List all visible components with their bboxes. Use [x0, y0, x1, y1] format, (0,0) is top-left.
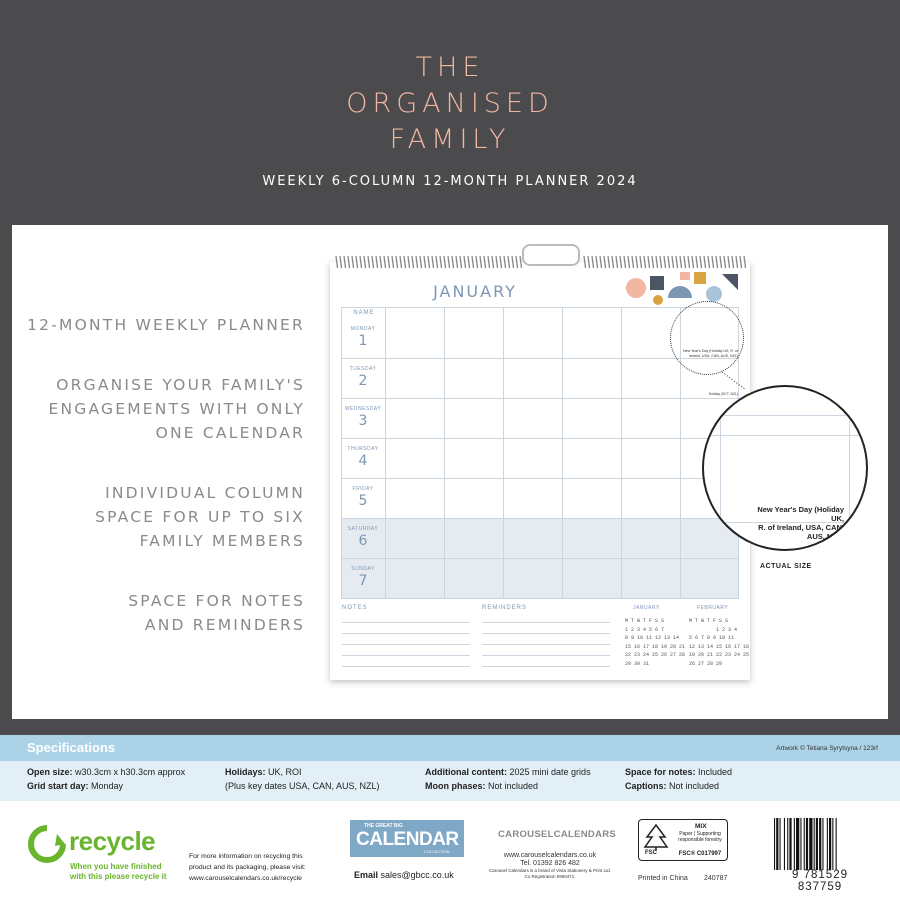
spiral-coil: [584, 256, 586, 268]
spiral-coil: [588, 256, 590, 268]
barcode-bar: [780, 818, 781, 870]
spiral-coil: [436, 256, 438, 268]
spiral-coil: [392, 256, 394, 268]
day-name: WEDNESDAY: [344, 406, 382, 412]
spiral-coil: [344, 256, 346, 268]
spec-title: Specifications: [27, 740, 116, 755]
spiral-coil: [352, 256, 354, 268]
spec-bar: [0, 735, 900, 761]
spiral-coil: [484, 256, 486, 268]
barcode-bar: [832, 818, 833, 870]
day-name: TUESDAY: [349, 366, 377, 372]
title-line-1: THE: [415, 52, 485, 83]
grid-column-line: [503, 307, 504, 599]
barcode-bar: [787, 818, 788, 870]
spiral-coil: [448, 256, 450, 268]
spiral-coil: [596, 256, 598, 268]
spiral-coil: [660, 256, 662, 268]
spiral-coil: [356, 256, 358, 268]
zoom-row-line: [704, 435, 868, 436]
spiral-coil: [708, 256, 710, 268]
day-name: SATURDAY: [347, 526, 379, 532]
spiral-coil: [468, 256, 470, 268]
geometric-artwork: [622, 268, 746, 308]
barcode-bar: [827, 818, 828, 870]
barcode-bar: [800, 818, 801, 870]
month-title: JANUARY: [433, 282, 517, 301]
spiral-coil: [496, 256, 498, 268]
day-number: 7: [358, 573, 368, 589]
zoom-source-circle: [670, 301, 744, 375]
spiral-coil: [416, 256, 418, 268]
spiral-coil: [652, 256, 654, 268]
frame-left: [0, 225, 12, 735]
grid-column-line: [444, 307, 445, 599]
spec-moon: Moon phases: Not included: [425, 781, 539, 791]
spiral-coil: [608, 256, 610, 268]
frame-bottom: [0, 719, 900, 735]
note-line: [482, 633, 610, 634]
barcode-bar: [804, 818, 805, 870]
spiral-coil: [728, 256, 730, 268]
spiral-coil: [716, 256, 718, 268]
header-band: [0, 0, 900, 225]
note-line: [482, 666, 610, 667]
spiral-coil: [516, 256, 518, 268]
spiral-coil: [656, 256, 658, 268]
day-number: 6: [358, 533, 368, 549]
spiral-coil: [340, 256, 342, 268]
spiral-coil: [688, 256, 690, 268]
spiral-coil: [640, 256, 642, 268]
gbcc-logo-collection: COLLECTION: [424, 849, 450, 854]
carousel-contact: www.carouselcalendars.co.uk Tel. 01392 826 482: [503, 852, 597, 867]
spiral-coil: [440, 256, 442, 268]
recycle-logo-text: recycle: [69, 826, 156, 856]
sales-email: Email sales@gbcc.co.uk: [354, 870, 454, 880]
day-name: THURSDAY: [347, 446, 379, 452]
spiral-coil: [740, 256, 742, 268]
spiral-coil: [636, 256, 638, 268]
note-line: [342, 633, 470, 634]
spiral-coil: [384, 256, 386, 268]
spiral-coil: [424, 256, 426, 268]
spec-holidays: Holidays: UK, ROI: [225, 767, 302, 777]
printed-in: Printed in China: [638, 875, 688, 882]
gbcc-logo-big: CALENDAR: [356, 829, 459, 850]
spiral-coil: [464, 256, 466, 268]
spiral-coil: [348, 256, 350, 268]
spec-holidays-extra: (Plus key dates USA, CAN, AUS, NZL): [225, 781, 380, 791]
reminders-label: REMINDERS: [482, 605, 528, 611]
spiral-coil: [712, 256, 714, 268]
spiral-coil: [372, 256, 374, 268]
spiral-coil: [720, 256, 722, 268]
spiral-coil: [696, 256, 698, 268]
spiral-coil: [480, 256, 482, 268]
notes-label: NOTES: [342, 605, 368, 611]
feature-weekly-planner: 12-MONTH WEEKLY PLANNER: [27, 316, 305, 334]
spiral-coil: [492, 256, 494, 268]
spiral-coil: [396, 256, 398, 268]
spiral-coil: [600, 256, 602, 268]
spiral-coil: [672, 256, 674, 268]
spiral-coil: [504, 256, 506, 268]
artwork-credit: Artwork © Tetiana Syrytsyna / 123rf: [776, 745, 878, 752]
barcode-bar: [819, 818, 821, 870]
fsc-logo-text: FSC: [645, 850, 657, 856]
mini-grid-jan: M T W T F S S 1 2 3 4 5 6 7 8 9 10 11 12 13 14 15 16 17 18 19 20 21 22 23 24 25 26 27 28 29 30 31: [625, 618, 686, 667]
grid-column-line: [341, 307, 342, 599]
barcode-bar: [784, 818, 785, 870]
grid-column-line: [562, 307, 563, 599]
spiral-coil: [432, 256, 434, 268]
spiral-coil: [420, 256, 422, 268]
spiral-coil: [664, 256, 666, 268]
spiral-coil: [368, 256, 370, 268]
spiral-coil: [632, 256, 634, 268]
mini-grid-feb: M T W T F S S 1 2 3 4 5 6 7 8 9 10 11 12 13 14 15 16 17 18 19 20 21 22 23 24 25 26 27 28 29: [689, 618, 750, 667]
spiral-coil: [452, 256, 454, 268]
spiral-coil: [508, 256, 510, 268]
spiral-coil: [704, 256, 706, 268]
name-header: NAME: [353, 310, 375, 316]
recycle-icon: [27, 824, 67, 864]
day-name: MONDAY: [350, 326, 376, 332]
spec-captions: Captions: Not included: [625, 781, 720, 791]
spiral-coil: [408, 256, 410, 268]
barcode-bar: [794, 818, 795, 870]
isbn-number: 9 781529 837759: [792, 869, 848, 893]
feature-organise: ORGANISE YOUR FAMILY'S ENGAGEMENTS WITH ONLY ONE CALENDAR: [48, 376, 305, 442]
barcode-bar: [814, 818, 815, 870]
spiral-coil: [360, 256, 362, 268]
grid-column-line: [385, 307, 386, 599]
product-subtitle: WEEKLY 6-COLUMN 12-MONTH PLANNER 2024: [262, 174, 638, 189]
note-line: [342, 622, 470, 623]
barcode-bar: [816, 818, 818, 870]
day-name: SUNDAY: [351, 566, 375, 572]
actual-size-label: ACTUAL SIZE: [760, 563, 812, 570]
title-line-3: FAMILY: [389, 124, 511, 155]
barcode-bar: [806, 818, 808, 870]
spiral-coil: [460, 256, 462, 268]
note-line: [342, 655, 470, 656]
spiral-coil: [512, 256, 514, 268]
day-number: 5: [358, 493, 368, 509]
holiday-note-zoom: New Year's Day (Holiday UK, R. of Ireland, USA, CAN, AUS, NZL): [757, 505, 844, 541]
barcode-bar: [836, 818, 837, 870]
spiral-coil: [620, 256, 622, 268]
note-line: [342, 644, 470, 645]
spiral-coil: [628, 256, 630, 268]
spiral-coil: [476, 256, 478, 268]
day-number: 4: [358, 453, 368, 469]
feature-notes: SPACE FOR NOTES AND REMINDERS: [128, 592, 305, 634]
note-line: [482, 644, 610, 645]
holiday-note-small-2: Holiday (SCT, NZL): [708, 392, 738, 396]
title-line-2: ORGANISED: [346, 88, 554, 119]
spiral-coil: [744, 256, 746, 268]
spiral-coil: [488, 256, 490, 268]
gbcc-logo-small: THE GREAT BIG: [364, 823, 403, 829]
spiral-coil: [676, 256, 678, 268]
recycle-tagline: When you have finished with this please recycle it: [70, 862, 167, 881]
recycle-info: For more information on recycling this product and its packaging, please visit: www.carouselcalendars.co.uk/recycle: [189, 853, 306, 882]
barcode-bar: [809, 818, 812, 870]
product-code: 240787: [704, 875, 728, 882]
spiral-coil: [612, 256, 614, 268]
carousel-registration: Carousel Calendars is a brand of Vista Stationery & Print Ltd. Co Registration 5900471.: [489, 868, 611, 879]
hanger-hook: [522, 244, 580, 266]
spec-additional: Additional content: 2025 mini date grids: [425, 767, 591, 777]
barcode-bar: [789, 818, 791, 870]
carousel-logo: CAROUSELCALENDARS: [498, 829, 617, 840]
spiral-coil: [388, 256, 390, 268]
barcode-bar: [822, 818, 823, 870]
spiral-coil: [428, 256, 430, 268]
barcode-bar: [776, 818, 778, 870]
spiral-coil: [592, 256, 594, 268]
spiral-coil: [736, 256, 738, 268]
frame-right: [888, 225, 900, 735]
feature-columns: INDIVIDUAL COLUMN SPACE FOR UP TO SIX FAMILY MEMBERS: [95, 484, 305, 550]
fsc-detail: Paper | Supporting responsible forestry: [678, 831, 722, 843]
spiral-coil: [472, 256, 474, 268]
spiral-coil: [724, 256, 726, 268]
zoom-magnifier: [702, 385, 868, 551]
spiral-coil: [680, 256, 682, 268]
spiral-coil: [404, 256, 406, 268]
mini-jan-label: JANUARY: [633, 605, 660, 611]
spiral-coil: [456, 256, 458, 268]
zoom-connector: [720, 370, 750, 392]
day-number: 2: [358, 373, 368, 389]
spiral-coil: [644, 256, 646, 268]
spiral-coil: [624, 256, 626, 268]
spiral-coil: [336, 256, 338, 268]
day-number: 3: [358, 413, 368, 429]
spiral-coil: [692, 256, 694, 268]
spiral-coil: [376, 256, 378, 268]
spiral-coil: [648, 256, 650, 268]
spec-notes-space: Space for notes: Included: [625, 767, 733, 777]
spiral-coil: [700, 256, 702, 268]
spiral-coil: [668, 256, 670, 268]
spiral-coil: [604, 256, 606, 268]
note-line: [342, 666, 470, 667]
barcode-bar: [774, 818, 775, 870]
mini-feb-label: FEBRUARY: [697, 605, 729, 611]
fsc-mix: MIX: [695, 823, 707, 830]
spiral-coil: [412, 256, 414, 268]
spiral-coil: [616, 256, 618, 268]
spiral-coil: [500, 256, 502, 268]
day-number: 1: [358, 333, 368, 349]
barcode-bar: [796, 818, 799, 870]
grid-column-line: [621, 307, 622, 599]
barcode-bar: [829, 818, 831, 870]
spiral-coil: [684, 256, 686, 268]
note-line: [482, 655, 610, 656]
holiday-note-small: New Year's Day (Holiday UK, R. of Ireland, USA, CAN, AUS, NZL): [682, 349, 738, 358]
spiral-coil: [400, 256, 402, 268]
note-line: [482, 622, 610, 623]
spiral-coil: [380, 256, 382, 268]
spec-open-size: Open size: w30.3cm x h30.3cm approx: [27, 767, 186, 777]
spiral-coil: [444, 256, 446, 268]
spiral-coil: [364, 256, 366, 268]
spec-grid-start: Grid start day: Monday: [27, 781, 124, 791]
day-name: FRIDAY: [352, 486, 374, 492]
fsc-code: FSC® C017997: [678, 851, 722, 857]
barcode-icon: [772, 818, 868, 870]
spiral-coil: [732, 256, 734, 268]
